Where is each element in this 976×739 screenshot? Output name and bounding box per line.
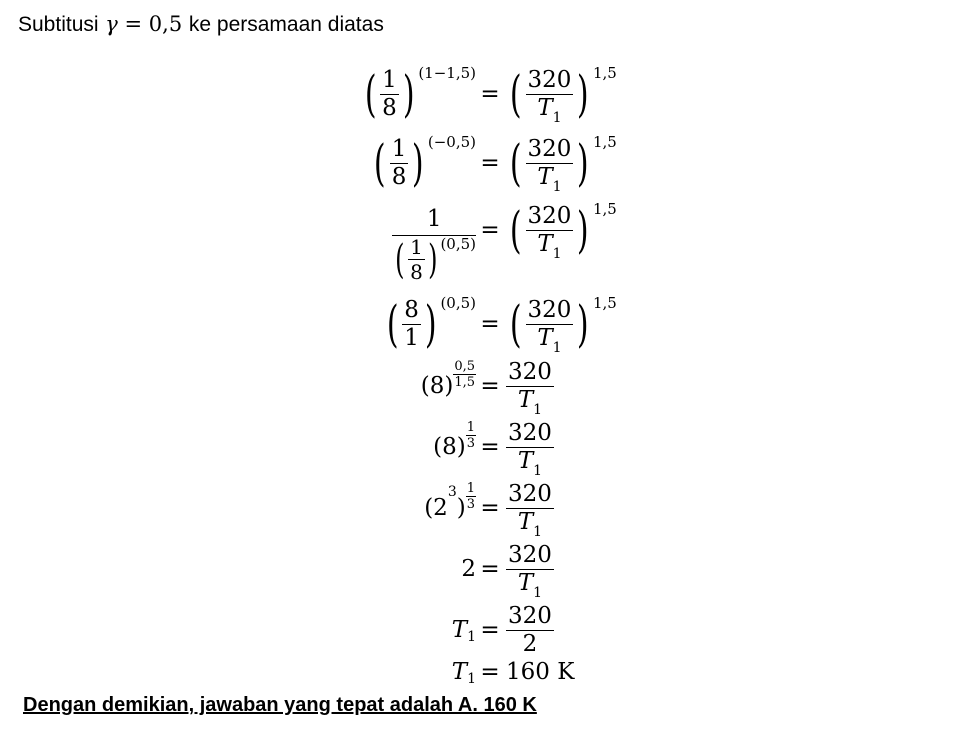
row-4-rhs-exponent: 1,5 — [592, 294, 617, 312]
equation-row-10 — [0, 657, 976, 687]
conclusion-text: Dengan demikian, jawaban yang tepat adalah A. 160 K — [23, 694, 537, 716]
row-3-rhs-exponent: 1,5 — [592, 200, 617, 218]
row-3-lhs: 1 ( $\frac{1}{8}$ ) (0,5) — [392, 200, 476, 290]
equation-row-5 — [0, 356, 976, 416]
row-1-equals: = — [480, 81, 500, 107]
intro-line — [18, 12, 384, 37]
row-8-equals: = — [480, 556, 500, 582]
row-5-exponent-fraction: $\frac{0,5}{1,5}$ — [454, 359, 475, 390]
row-9-equals: = — [480, 617, 500, 643]
row-1-rhs-exponent: 1,5 — [592, 64, 617, 82]
row-8-lhs: 2 — [461, 556, 476, 582]
row-4-rhs: ( $\frac{320}{T_1}$ ) 1,5 — [509, 294, 617, 356]
row-1-lhs: ( $\frac{1}{8}$ ) (1−1,5) — [364, 64, 476, 123]
row-10-rhs: 160 K — [506, 659, 575, 685]
row-3-rhs: ( $\frac{320}{T_1}$ ) 1,5 — [509, 200, 617, 262]
row-7-rhs: $\frac{320}{T_1}$ — [508, 480, 552, 540]
intro-prefix: Subtitusi — [18, 13, 99, 36]
equation-row-2 — [0, 133, 976, 193]
row-10-lhs: T 1 — [451, 659, 476, 687]
row-2-rhs-exponent: 1,5 — [592, 133, 617, 151]
row-2-lhs: ( $\frac{1}{8}$ ) (−0,5) — [374, 133, 476, 192]
row-4-lhs-exponent: (0,5) — [440, 294, 476, 312]
equation-row-6 — [0, 417, 976, 477]
row-2-lhs-exponent: (−0,5) — [427, 133, 476, 151]
row-6-exponent-fraction: $\frac{1}{3}$ — [466, 420, 475, 451]
row-6-equals: = — [480, 434, 500, 460]
equation-row-3 — [0, 200, 976, 290]
row-3-equals: = — [480, 217, 500, 243]
intro-suffix: ke persamaan diatas — [188, 13, 384, 36]
row-1-lhs-exponent: (1−1,5) — [418, 64, 476, 82]
gamma-symbol: γ — [105, 12, 118, 36]
row-6-rhs: $\frac{320}{T_1}$ — [508, 419, 552, 479]
equation-row-8 — [0, 539, 976, 599]
equation-row-7 — [0, 478, 976, 538]
row-1-rhs: ( $\frac{320}{T_1}$ ) 1,5 — [509, 64, 617, 126]
row-3-lhs-exponent: (0,5) — [440, 235, 476, 253]
row-7-lhs: (2 3 ) $\frac{1}{3}$ — [424, 481, 475, 521]
row-9-lhs: T 1 — [451, 617, 476, 645]
row-4-lhs: ( $\frac{8}{1}$ ) (0,5) — [386, 294, 476, 353]
row-8-rhs: $\frac{320}{T_1}$ — [508, 541, 552, 601]
row-10-equals: = — [480, 659, 500, 685]
row-5-lhs: (8) $\frac{0,5}{1,5}$ — [420, 359, 475, 399]
row-2-equals: = — [480, 150, 500, 176]
row-6-lhs: (8) $\frac{1}{3}$ — [433, 420, 475, 460]
equation-row-4 — [0, 294, 976, 354]
row-5-equals: = — [480, 373, 500, 399]
equation-row-1 — [0, 64, 976, 124]
row-5-rhs: $\frac{320}{T_1}$ — [508, 358, 552, 418]
equation-row-9 — [0, 600, 976, 660]
gamma-value: 0,5 — [148, 12, 183, 36]
row-4-equals: = — [480, 311, 500, 337]
row-9-rhs: $\frac{320}{2}$ — [508, 602, 552, 657]
row-7-exponent-fraction: $\frac{1}{3}$ — [466, 481, 475, 512]
row-7-equals: = — [480, 495, 500, 521]
intro-equals: = — [124, 12, 143, 36]
row-2-rhs: ( $\frac{320}{T_1}$ ) 1,5 — [509, 133, 617, 195]
